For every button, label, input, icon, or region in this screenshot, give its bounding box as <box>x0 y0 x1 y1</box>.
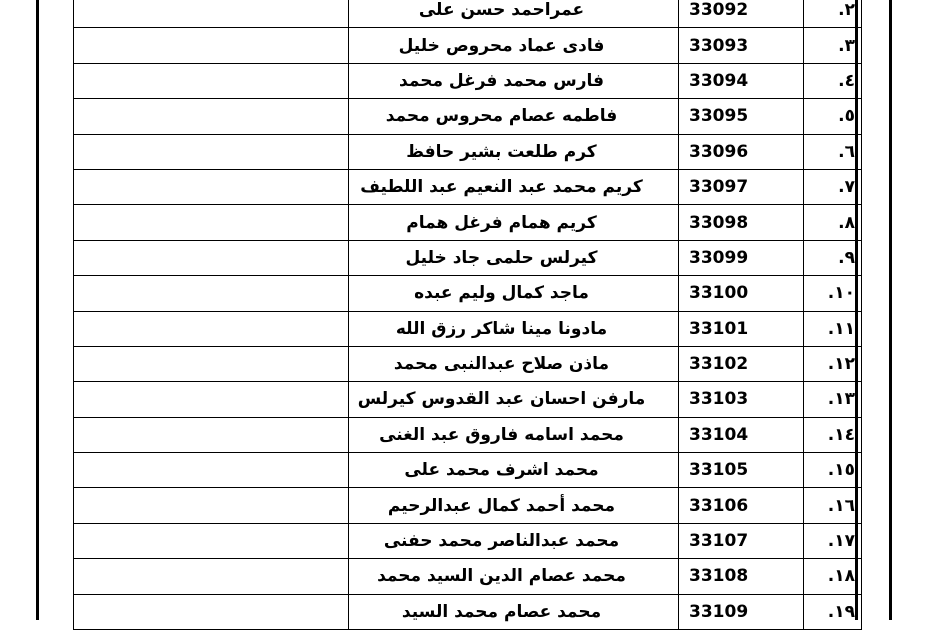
student-name-cell: مارفن احسان عبد القدوس كيرلس <box>349 382 679 417</box>
serial-number-cell: .١٣ <box>804 382 862 417</box>
serial-number-cell: .٥ <box>804 99 862 134</box>
table-row <box>74 134 862 169</box>
seat-number-cell: 33099 <box>679 240 804 275</box>
blank-cell <box>74 382 349 417</box>
table-row <box>74 63 862 98</box>
table-row <box>74 417 862 452</box>
serial-number-cell: .٩ <box>804 240 862 275</box>
blank-cell <box>74 311 349 346</box>
serial-number-cell: .١٧ <box>804 523 862 558</box>
student-name-cell: عمراحمد حسن على <box>349 0 679 28</box>
student-name-cell: ماجد كمال وليم عبده <box>349 276 679 311</box>
serial-number-cell: .١٢ <box>804 346 862 381</box>
seat-number-cell: 33094 <box>679 63 804 98</box>
serial-number-cell: .١٠ <box>804 276 862 311</box>
serial-number-cell: .١١ <box>804 311 862 346</box>
table-row <box>74 28 862 63</box>
seat-number-cell: 33098 <box>679 205 804 240</box>
student-name-cell: فاطمه عصام محروس محمد <box>349 99 679 134</box>
table-row <box>74 488 862 523</box>
serial-number-cell: .١٨ <box>804 559 862 594</box>
blank-cell <box>74 346 349 381</box>
table-row <box>74 240 862 275</box>
seat-number-cell: 33104 <box>679 417 804 452</box>
table-row <box>74 453 862 488</box>
seat-number-cell: 33102 <box>679 346 804 381</box>
seat-number-cell: 33096 <box>679 134 804 169</box>
seat-number-cell: 33103 <box>679 382 804 417</box>
blank-cell <box>74 205 349 240</box>
student-name-cell: محمد اسامه فاروق عبد الغنى <box>349 417 679 452</box>
blank-cell <box>74 276 349 311</box>
student-name-cell: كريم محمد عبد النعيم عبد اللطيف <box>349 169 679 204</box>
blank-cell <box>74 488 349 523</box>
blank-cell <box>74 240 349 275</box>
number-column-edge <box>855 0 858 620</box>
student-name-cell: ماذن صلاح عبدالنبى محمد <box>349 346 679 381</box>
seat-number-cell: 33108 <box>679 559 804 594</box>
seat-number-cell: 33109 <box>679 594 804 629</box>
serial-number-cell: .٢ <box>804 0 862 28</box>
serial-number-cell: .٤ <box>804 63 862 98</box>
seat-number-cell: 33107 <box>679 523 804 558</box>
serial-number-cell: .٦ <box>804 134 862 169</box>
blank-cell <box>74 559 349 594</box>
table-row <box>74 311 862 346</box>
student-name-cell: محمد عصام محمد السيد <box>349 594 679 629</box>
seat-number-cell: 33093 <box>679 28 804 63</box>
blank-cell <box>74 0 349 28</box>
seat-number-cell: 33097 <box>679 169 804 204</box>
page-border-right <box>889 0 892 620</box>
serial-number-cell: .٧ <box>804 169 862 204</box>
student-table-body <box>74 0 862 630</box>
table-row <box>74 559 862 594</box>
blank-cell <box>74 99 349 134</box>
student-name-cell: كريم همام فرغل همام <box>349 205 679 240</box>
blank-cell <box>74 453 349 488</box>
student-name-cell: فارس محمد فرغل محمد <box>349 63 679 98</box>
student-name-cell: محمد عصام الدين السيد محمد <box>349 559 679 594</box>
blank-cell <box>74 28 349 63</box>
student-name-cell: محمد عبدالناصر محمد حفنى <box>349 523 679 558</box>
student-name-cell: فادى عماد محروص خليل <box>349 28 679 63</box>
table-row <box>74 346 862 381</box>
table-row <box>74 169 862 204</box>
table-row <box>74 382 862 417</box>
blank-cell <box>74 134 349 169</box>
table-row <box>74 276 862 311</box>
table-row <box>74 594 862 629</box>
seat-number-cell: 33092 <box>679 0 804 28</box>
seat-number-cell: 33106 <box>679 488 804 523</box>
seat-number-cell: 33101 <box>679 311 804 346</box>
student-name-cell: كرم طلعت بشير حافظ <box>349 134 679 169</box>
table-row <box>74 205 862 240</box>
student-table <box>73 0 862 630</box>
serial-number-cell: .٣ <box>804 28 862 63</box>
student-name-cell: كيرلس حلمى جاد خليل <box>349 240 679 275</box>
blank-cell <box>74 417 349 452</box>
student-name-cell: مادونا مينا شاكر رزق الله <box>349 311 679 346</box>
serial-number-cell: .١٩ <box>804 594 862 629</box>
table-row <box>74 99 862 134</box>
serial-number-cell: .١٥ <box>804 453 862 488</box>
blank-cell <box>74 594 349 629</box>
serial-number-cell: .١٤ <box>804 417 862 452</box>
student-name-cell: محمد أحمد كمال عبدالرحيم <box>349 488 679 523</box>
table-row <box>74 0 862 28</box>
blank-cell <box>74 523 349 558</box>
seat-number-cell: 33095 <box>679 99 804 134</box>
page-border-left <box>36 0 39 620</box>
seat-number-cell: 33100 <box>679 276 804 311</box>
blank-cell <box>74 63 349 98</box>
serial-number-cell: .١٦ <box>804 488 862 523</box>
blank-cell <box>74 169 349 204</box>
student-table-wrapper <box>73 0 862 630</box>
student-name-cell: محمد اشرف محمد على <box>349 453 679 488</box>
serial-number-cell: .٨ <box>804 205 862 240</box>
seat-number-cell: 33105 <box>679 453 804 488</box>
table-row <box>74 523 862 558</box>
